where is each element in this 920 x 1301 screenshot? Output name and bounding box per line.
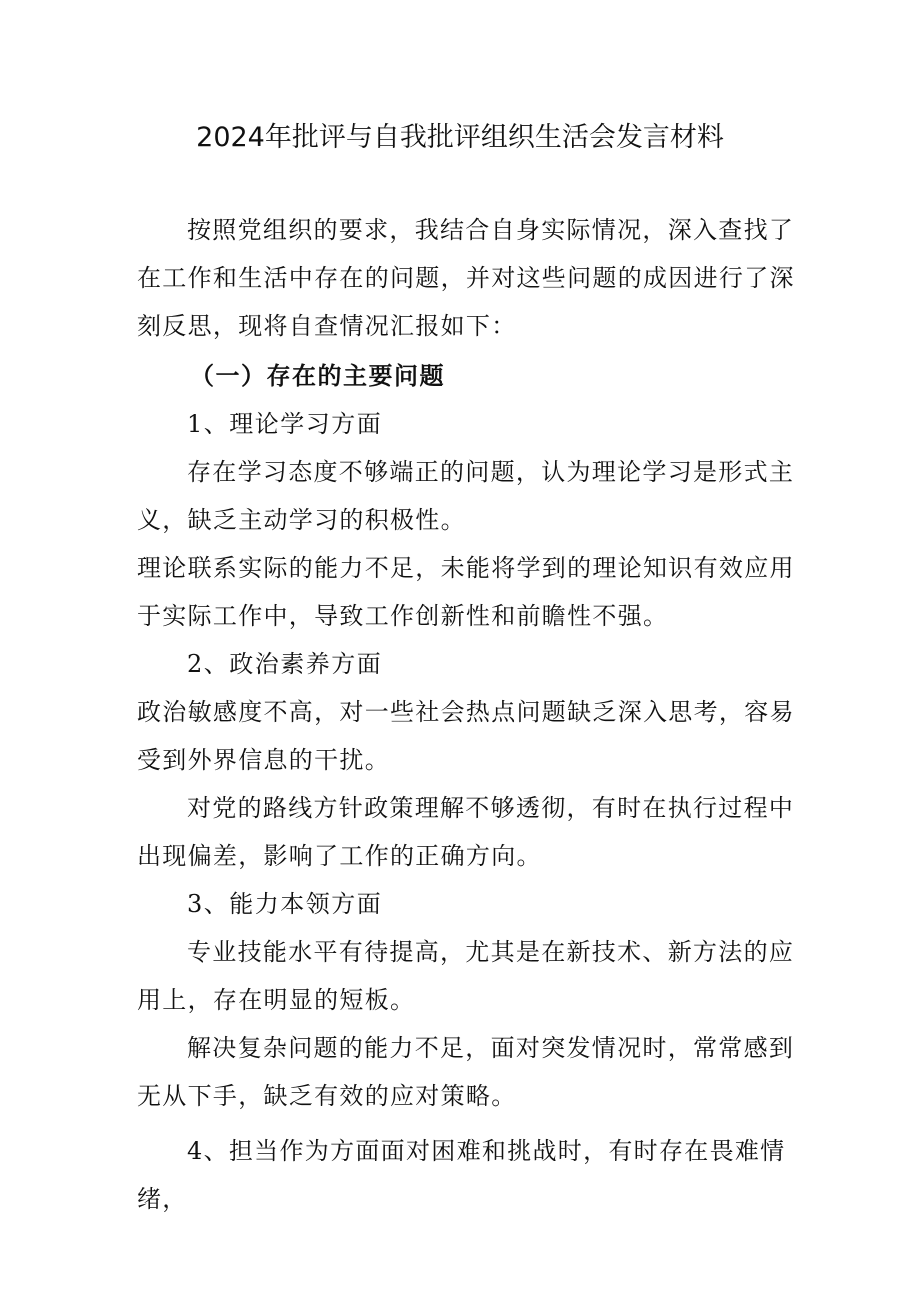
intro-paragraph: 按照党组织的要求，我结合自身实际情况，深入查找了在工作和生活中存在的问题，并对这些问题的成因进行了深刻反思，现将自查情况汇报如下： [137,216,795,340]
paragraph-theory-study-1: 存在学习态度不够端正的问题，认为理论学习是形式主义，缺乏主动学习的积极性。 [137,458,795,534]
section-heading: （一）存在的主要问题 [190,362,445,390]
paragraph-theory-study-2: 理论联系实际的能力不足，未能将学到的理论知识有效应用于实际工作中，导致工作创新性和前瞻性不强。 [137,554,795,630]
subheading-political-quality: 2、政治素养方面 [187,650,383,678]
paragraph-responsibility: 4、担当作为方面面对困难和挑战时，有时存在畏难情绪， [137,1137,786,1213]
paragraph-ability-2: 解决复杂问题的能力不足，面对突发情况时，常常感到无从下手，缺乏有效的应对策略。 [137,1034,795,1110]
subheading-theory-study: 1、理论学习方面 [187,410,383,438]
subheading-ability: 3、能力本领方面 [187,890,383,918]
paragraph-political-quality-1: 政治敏感度不高，对一些社会热点问题缺乏深入思考，容易受到外界信息的干扰。 [137,698,795,774]
paragraph-political-quality-2: 对党的路线方针政策理解不够透彻，有时在执行过程中出现偏差，影响了工作的正确方向。 [137,794,795,870]
paragraph-ability-1: 专业技能水平有待提高，尤其是在新技术、新方法的应用上，存在明显的短板。 [137,938,795,1014]
document-title: 2024年批评与自我批评组织生活会发言材料 [196,122,724,153]
